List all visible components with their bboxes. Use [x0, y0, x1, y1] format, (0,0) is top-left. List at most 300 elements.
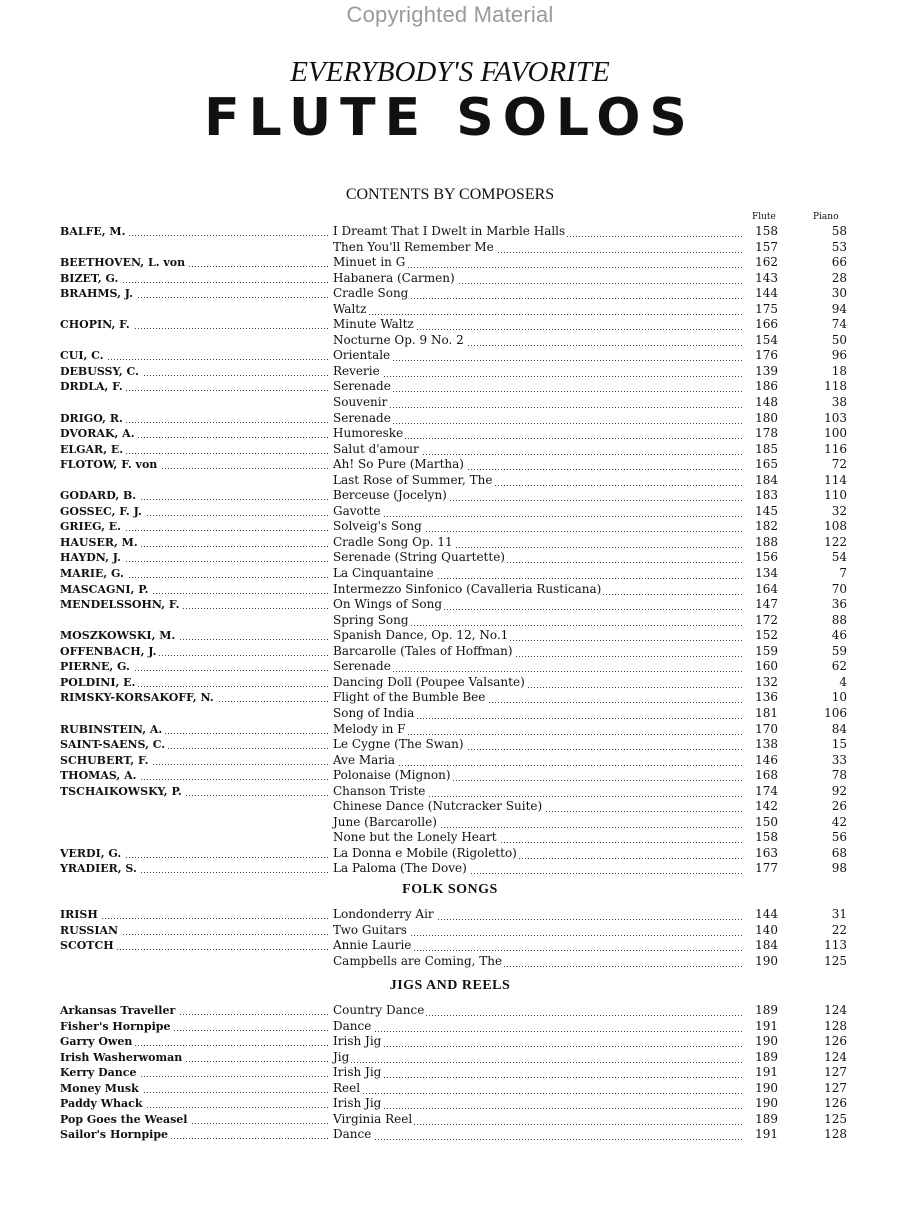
- work-cell: [333, 426, 743, 442]
- flute-page: 145: [755, 503, 778, 518]
- composer-name: MASCAGNI, P.: [60, 583, 151, 596]
- flute-page: 172: [755, 612, 778, 627]
- composer-cell: [60, 768, 330, 784]
- table-row: [0, 504, 900, 520]
- work-title: Londonderry Air: [333, 907, 434, 921]
- composer-cell: [60, 224, 330, 240]
- work-title: Serenade: [333, 379, 391, 394]
- work-title: On Wings of Song: [333, 597, 443, 612]
- piano-page: 74: [831, 317, 847, 332]
- flute-page: 166: [755, 317, 778, 332]
- table-row: [0, 286, 900, 302]
- composer-cell: [60, 1003, 330, 1019]
- composer-name: BIZET, G.: [60, 272, 121, 285]
- table-row: [0, 426, 900, 442]
- composer-name: Garry Owen: [60, 1035, 135, 1048]
- work-cell: [333, 286, 743, 302]
- work-title: Dancing Doll (Poupee Valsante): [333, 674, 525, 689]
- composer-name: GODARD, B.: [60, 489, 139, 502]
- composer-name: [60, 303, 63, 316]
- work-cell: [333, 582, 743, 598]
- composer-cell: [60, 550, 330, 566]
- table-row: [0, 411, 900, 427]
- work-cell: [333, 550, 743, 566]
- composer-name: SCHUBERT, F.: [60, 754, 151, 767]
- work-title: June (Barcarolle): [333, 814, 437, 829]
- composer-cell: [60, 488, 330, 504]
- flute-page: 190: [755, 1080, 778, 1095]
- piano-page: 103: [824, 410, 847, 425]
- work-cell: [333, 706, 743, 722]
- piano-page: 22: [831, 922, 847, 937]
- flute-page: 189: [755, 1049, 778, 1064]
- table-row: [0, 597, 900, 613]
- flute-page: 190: [755, 1034, 778, 1049]
- work-cell: [333, 1127, 743, 1143]
- table-row: [0, 923, 900, 939]
- composer-cell: [60, 333, 330, 349]
- composer-name: Money Musk: [60, 1082, 142, 1095]
- piano-page: 59: [831, 643, 847, 658]
- work-cell: [333, 1065, 743, 1081]
- composer-name: Kerry Dance: [60, 1066, 140, 1079]
- work-cell: [333, 379, 743, 395]
- piano-page: 125: [824, 953, 847, 968]
- work-title: None but the Lonely Heart: [333, 830, 497, 845]
- composer-name: [60, 955, 63, 968]
- composer-name: [60, 707, 63, 720]
- work-cell: [333, 722, 743, 738]
- table-row: [0, 255, 900, 271]
- work-title: Irish Jig: [333, 1065, 382, 1080]
- composer-cell: [60, 395, 330, 411]
- piano-page: 127: [824, 1080, 847, 1095]
- composer-cell: [60, 504, 330, 520]
- work-cell: [333, 519, 743, 535]
- flute-page: 184: [755, 472, 778, 487]
- work-cell: [333, 907, 743, 923]
- flute-page: 176: [755, 348, 778, 363]
- composer-cell: [60, 286, 330, 302]
- table-row: [0, 1112, 900, 1128]
- work-title: La Donna e Mobile (Rigoletto): [333, 845, 517, 860]
- table-row: [0, 938, 900, 954]
- table-row: [0, 706, 900, 722]
- work-title: Habanera (Carmen): [333, 270, 455, 285]
- piano-page: 125: [824, 1111, 847, 1126]
- composer-cell: [60, 675, 330, 691]
- composer-cell: [60, 1127, 330, 1143]
- work-cell: [333, 768, 743, 784]
- flute-page: 157: [755, 239, 778, 254]
- table-row: [0, 473, 900, 489]
- composer-name: YRADIER, S.: [60, 862, 140, 875]
- flute-page: 190: [755, 1096, 778, 1111]
- piano-page: 122: [824, 534, 847, 549]
- composer-name: ELGAR, E.: [60, 443, 126, 456]
- composer-cell: [60, 240, 330, 256]
- flute-page: 163: [755, 845, 778, 860]
- work-cell: [333, 488, 743, 504]
- composer-cell: [60, 613, 330, 629]
- flute-page: 174: [755, 783, 778, 798]
- composer-name: RUBINSTEIN, A.: [60, 723, 165, 736]
- composer-cell: [60, 302, 330, 318]
- composer-name: SAINT-SAENS, C.: [60, 738, 168, 751]
- composer-name: CUI, C.: [60, 349, 107, 362]
- table-row: [0, 628, 900, 644]
- composer-cell: [60, 519, 330, 535]
- composer-name: Irish Washerwoman: [60, 1051, 185, 1064]
- table-row: [0, 753, 900, 769]
- work-title: Gavotte: [333, 503, 381, 518]
- work-title: Melody in F: [333, 721, 406, 736]
- table-row: [0, 302, 900, 318]
- composer-cell: [60, 317, 330, 333]
- piano-page: 33: [831, 752, 847, 767]
- flute-page: 189: [755, 1003, 778, 1017]
- book-title: FLUTE SOLOS: [204, 88, 696, 148]
- work-cell: [333, 224, 743, 240]
- work-title: Ah! So Pure (Martha): [333, 457, 464, 472]
- table-row: [0, 644, 900, 660]
- work-cell: [333, 240, 743, 256]
- flute-page: 160: [755, 659, 778, 674]
- piano-page: 31: [831, 907, 847, 921]
- flute-page: 164: [755, 581, 778, 596]
- piano-page: 114: [824, 472, 847, 487]
- table-row: [0, 768, 900, 784]
- table-row: [0, 488, 900, 504]
- table-row: [0, 271, 900, 287]
- composer-name: [60, 816, 63, 829]
- composer-cell: [60, 784, 330, 800]
- table-row: [0, 1050, 900, 1066]
- table-row: [0, 519, 900, 535]
- work-cell: [333, 395, 743, 411]
- work-cell: [333, 753, 743, 769]
- work-cell: [333, 566, 743, 582]
- work-title: Reverie: [333, 363, 380, 378]
- flute-page: 191: [755, 1127, 778, 1142]
- work-title: Then You'll Remember Me: [333, 239, 494, 254]
- work-title: Irish Jig: [333, 1034, 382, 1049]
- composer-name: GRIEG, E.: [60, 520, 124, 533]
- work-title: Country Dance: [333, 1003, 425, 1017]
- flute-page: 158: [755, 830, 778, 845]
- composer-name: BALFE, M.: [60, 225, 128, 238]
- table-row: [0, 582, 900, 598]
- composer-name: POLDINI, E.: [60, 676, 138, 689]
- composer-name: [60, 396, 63, 409]
- work-cell: [333, 938, 743, 954]
- flute-page: 189: [755, 1111, 778, 1126]
- work-title: Campbells are Coming, The: [333, 953, 503, 968]
- flute-page: 170: [755, 721, 778, 736]
- composer-cell: [60, 1081, 330, 1097]
- work-cell: [333, 675, 743, 691]
- work-title: Souvenir: [333, 395, 388, 410]
- flute-page: 180: [755, 410, 778, 425]
- composer-cell: [60, 255, 330, 271]
- piano-page: 128: [824, 1018, 847, 1033]
- composer-name: [60, 614, 63, 627]
- composer-cell: [60, 923, 330, 939]
- work-cell: [333, 1003, 743, 1019]
- composer-cell: [60, 1050, 330, 1066]
- work-cell: [333, 317, 743, 333]
- copyright-watermark: Copyrighted Material: [346, 2, 554, 27]
- table-row: [0, 333, 900, 349]
- composer-name: Arkansas Traveller: [60, 1004, 178, 1017]
- piano-page: 46: [831, 628, 847, 643]
- work-cell: [333, 1081, 743, 1097]
- composer-cell: [60, 566, 330, 582]
- work-title: Orientale: [333, 348, 391, 363]
- piano-page: 7: [839, 566, 847, 581]
- composer-cell: [60, 1034, 330, 1050]
- work-title: Waltz: [333, 301, 367, 316]
- composer-name: BRAHMS, J.: [60, 287, 136, 300]
- work-cell: [333, 1050, 743, 1066]
- folk-songs-table: [0, 907, 900, 969]
- work-title: Dance: [333, 1127, 372, 1142]
- piano-page: 88: [831, 612, 847, 627]
- piano-page: 70: [831, 581, 847, 596]
- table-row: [0, 675, 900, 691]
- work-cell: [333, 473, 743, 489]
- composer-cell: [60, 473, 330, 489]
- piano-page: 78: [831, 768, 847, 783]
- work-title: Song of India: [333, 705, 415, 720]
- piano-page: 28: [831, 270, 847, 285]
- composer-name: THOMAS, A.: [60, 769, 139, 782]
- flute-page: 183: [755, 488, 778, 503]
- composer-cell: [60, 271, 330, 287]
- composer-name: [60, 334, 63, 347]
- table-row: [0, 846, 900, 862]
- work-cell: [333, 737, 743, 753]
- work-cell: [333, 690, 743, 706]
- work-cell: [333, 348, 743, 364]
- flute-page: 146: [755, 752, 778, 767]
- piano-page: 96: [831, 348, 847, 363]
- table-row: [0, 907, 900, 923]
- table-row: [0, 613, 900, 629]
- composer-name: SCOTCH: [60, 939, 117, 952]
- work-title: Intermezzo Sinfonico (Cavalleria Rusticana): [333, 581, 602, 596]
- composer-cell: [60, 706, 330, 722]
- table-row: [0, 379, 900, 395]
- composer-name: Fisher's Hornpipe: [60, 1020, 173, 1033]
- composer-cell: [60, 379, 330, 395]
- table-row: [0, 395, 900, 411]
- table-row: [0, 784, 900, 800]
- work-cell: [333, 954, 743, 970]
- composer-cell: [60, 582, 330, 598]
- composer-cell: [60, 597, 330, 613]
- work-title: Spring Song: [333, 612, 409, 627]
- composer-name: PIERNE, G.: [60, 660, 133, 673]
- piano-page: 56: [831, 830, 847, 845]
- work-title: Cradle Song Op. 11: [333, 534, 453, 549]
- composer-name: HAUSER, M.: [60, 536, 141, 549]
- piano-page: 66: [831, 255, 847, 270]
- folk-songs-heading: FOLK SONGS: [402, 882, 498, 897]
- work-title: Solveig's Song: [333, 519, 422, 534]
- work-title: Salut d'amour: [333, 441, 419, 456]
- piano-page: 42: [831, 814, 847, 829]
- piano-page: 94: [831, 301, 847, 316]
- flute-page: 132: [755, 674, 778, 689]
- flute-page: 188: [755, 534, 778, 549]
- composer-cell: [60, 815, 330, 831]
- flute-column-header: Flute: [752, 212, 776, 222]
- composer-cell: [60, 1112, 330, 1128]
- flute-page: 147: [755, 597, 778, 612]
- work-title: Ave Maria: [333, 752, 396, 767]
- piano-page: 113: [824, 938, 847, 953]
- flute-page: 186: [755, 379, 778, 394]
- flute-page: 140: [755, 922, 778, 937]
- work-title: Chinese Dance (Nutcracker Suite): [333, 799, 543, 814]
- composer-name: DVORAK, A.: [60, 427, 138, 440]
- piano-page: 84: [831, 721, 847, 736]
- work-title: Nocturne Op. 9 No. 2: [333, 332, 464, 347]
- composer-cell: [60, 1065, 330, 1081]
- work-title: Spanish Dance, Op. 12, No.1: [333, 628, 509, 643]
- piano-page: 72: [831, 457, 847, 472]
- composer-cell: [60, 535, 330, 551]
- work-cell: [333, 411, 743, 427]
- composer-cell: [60, 690, 330, 706]
- piano-page: 53: [831, 239, 847, 254]
- composer-cell: [60, 907, 330, 923]
- composer-name: [60, 241, 63, 254]
- table-row: [0, 861, 900, 877]
- composer-cell: [60, 1019, 330, 1035]
- composer-name: Sailor's Hornpipe: [60, 1128, 171, 1141]
- composer-cell: [60, 628, 330, 644]
- flute-page: 159: [755, 643, 778, 658]
- composer-cell: [60, 426, 330, 442]
- table-row: [0, 1096, 900, 1112]
- piano-page: 106: [824, 705, 847, 720]
- flute-page: 190: [755, 953, 778, 968]
- composer-name: DRDLA, F.: [60, 380, 126, 393]
- piano-page: 92: [831, 783, 847, 798]
- table-row: [0, 737, 900, 753]
- flute-page: 152: [755, 628, 778, 643]
- work-title: La Cinquantaine: [333, 566, 434, 581]
- composer-cell: [60, 411, 330, 427]
- work-title: Minute Waltz: [333, 317, 414, 332]
- composer-name: [60, 800, 63, 813]
- contents-heading: CONTENTS BY COMPOSERS: [345, 186, 555, 203]
- piano-page: 54: [831, 550, 847, 565]
- piano-page: 124: [824, 1049, 847, 1064]
- table-row: [0, 240, 900, 256]
- composer-name: DEBUSSY, C.: [60, 365, 142, 378]
- work-cell: [333, 784, 743, 800]
- flute-page: 178: [755, 426, 778, 441]
- composer-name: BEETHOVEN, L. von: [60, 256, 188, 269]
- work-cell: [333, 799, 743, 815]
- composer-cell: [60, 722, 330, 738]
- piano-page: 58: [831, 224, 847, 238]
- piano-page: 116: [824, 441, 847, 456]
- composer-cell: [60, 442, 330, 458]
- table-row: [0, 815, 900, 831]
- work-cell: [333, 255, 743, 271]
- table-row: [0, 1081, 900, 1097]
- composer-cell: [60, 938, 330, 954]
- table-row: [0, 659, 900, 675]
- composer-cell: [60, 753, 330, 769]
- piano-page: 108: [824, 519, 847, 534]
- work-title: Humoreske: [333, 426, 404, 441]
- work-cell: [333, 861, 743, 877]
- table-row: [0, 722, 900, 738]
- work-cell: [333, 923, 743, 939]
- table-row: [0, 1019, 900, 1035]
- composer-name: HAYDN, J.: [60, 551, 124, 564]
- work-cell: [333, 846, 743, 862]
- work-cell: [333, 333, 743, 349]
- composer-cell: [60, 954, 330, 970]
- table-row: [0, 690, 900, 706]
- work-title: Jig: [333, 1049, 350, 1064]
- table-row: [0, 830, 900, 846]
- table-row: [0, 566, 900, 582]
- composer-cell: [60, 846, 330, 862]
- composer-cell: [60, 457, 330, 473]
- work-title: Dance: [333, 1018, 372, 1033]
- flute-page: 182: [755, 519, 778, 534]
- piano-page: 10: [831, 690, 847, 705]
- composer-table: [0, 224, 900, 877]
- work-cell: [333, 1096, 743, 1112]
- table-row: [0, 954, 900, 970]
- work-cell: [333, 535, 743, 551]
- piano-page: 124: [824, 1003, 847, 1017]
- composer-name: MARIE, G.: [60, 567, 127, 580]
- flute-page: 150: [755, 814, 778, 829]
- flute-page: 191: [755, 1018, 778, 1033]
- piano-page: 15: [831, 737, 847, 752]
- work-cell: [333, 1034, 743, 1050]
- table-row: [0, 1065, 900, 1081]
- composer-name: RUSSIAN: [60, 924, 121, 937]
- flute-page: 158: [755, 224, 778, 238]
- table-row: [0, 317, 900, 333]
- piano-page: 128: [824, 1127, 847, 1142]
- composer-cell: [60, 348, 330, 364]
- piano-page: 126: [824, 1034, 847, 1049]
- flute-page: 191: [755, 1065, 778, 1080]
- work-title: Irish Jig: [333, 1096, 382, 1111]
- table-row: [0, 224, 900, 240]
- work-title: Annie Laurie: [333, 938, 412, 953]
- flute-page: 156: [755, 550, 778, 565]
- piano-page: 18: [831, 363, 847, 378]
- work-title: Serenade (String Quartette): [333, 550, 505, 565]
- piano-page: 110: [824, 488, 847, 503]
- work-cell: [333, 1019, 743, 1035]
- composer-name: OFFENBACH, J.: [60, 645, 159, 658]
- flute-page: 162: [755, 255, 778, 270]
- composer-name: MENDELSSOHN, F.: [60, 598, 182, 611]
